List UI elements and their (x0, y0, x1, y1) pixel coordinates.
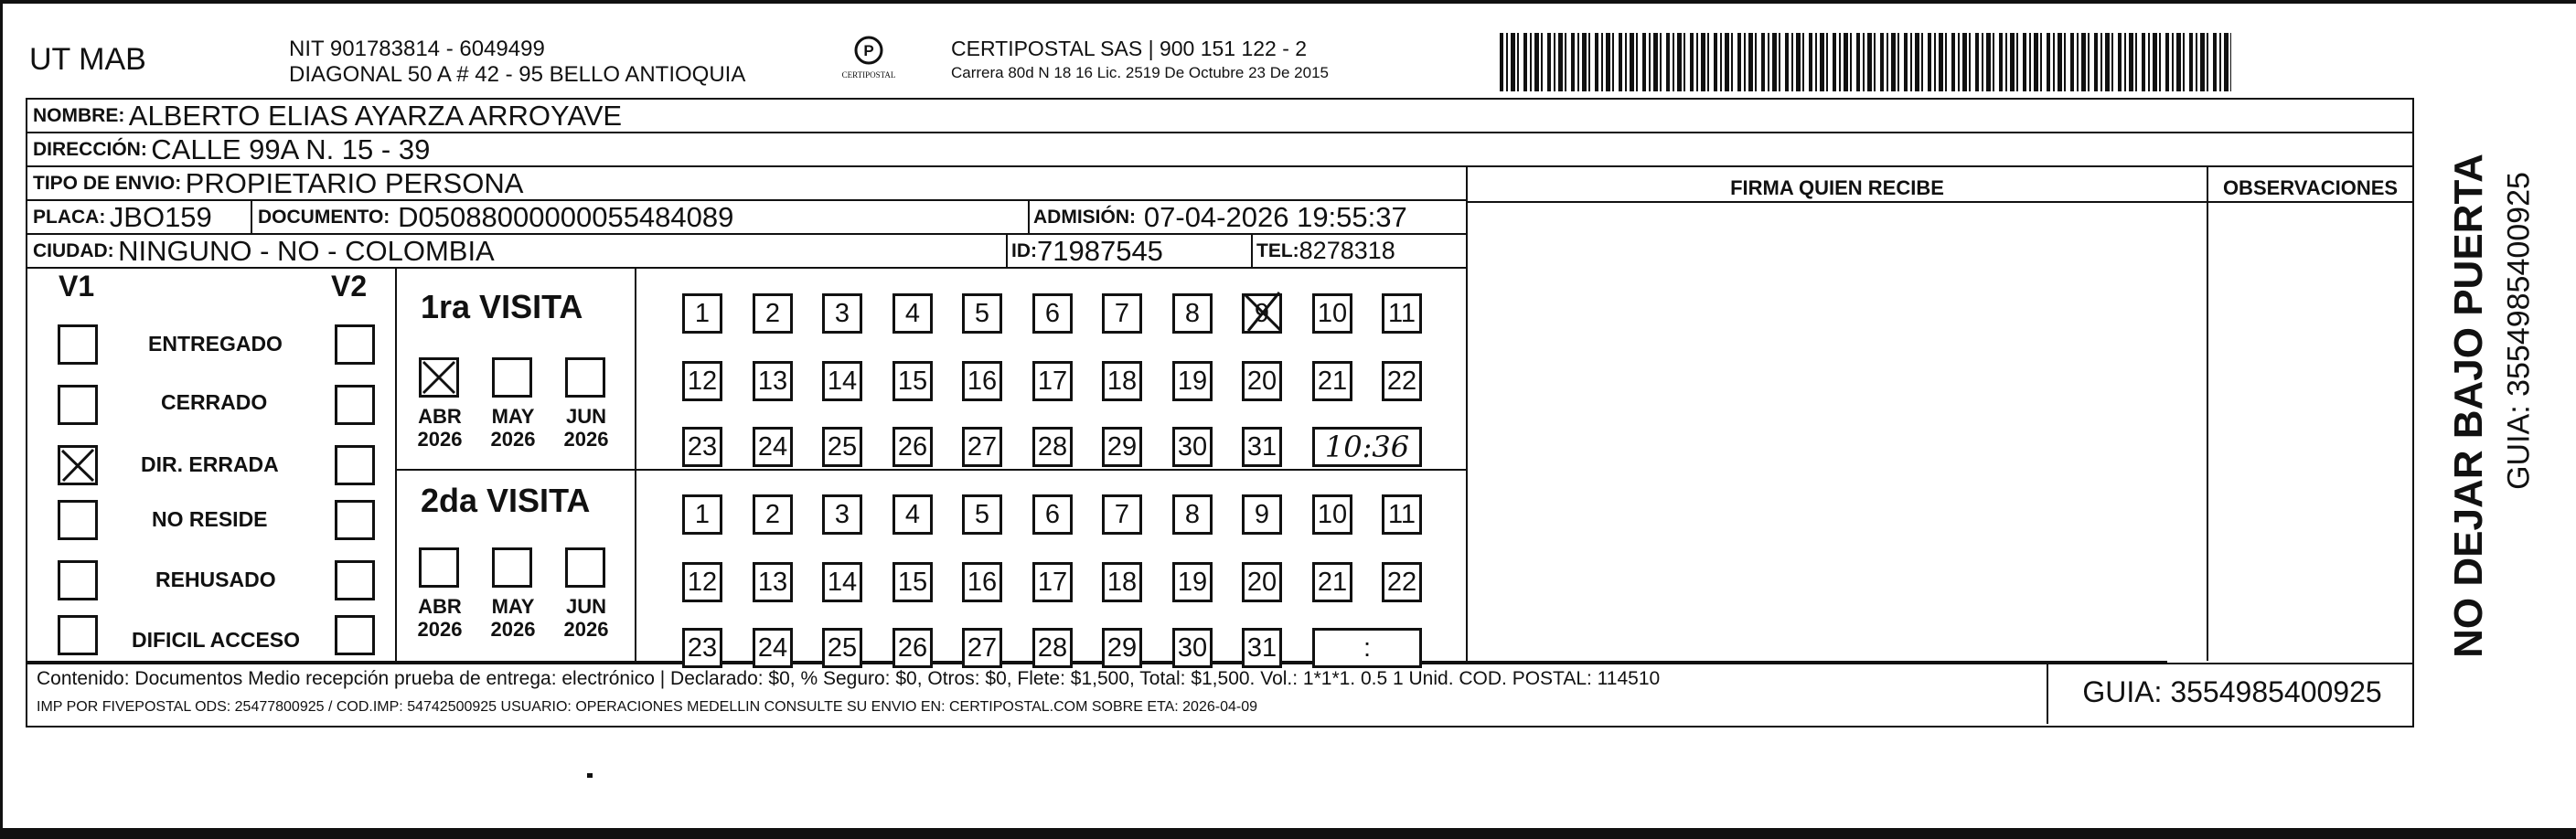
visit2-day-23[interactable] (682, 628, 722, 668)
nombre-label: NOMBRE: (33, 104, 125, 126)
visit2-day-label: 9 (1254, 499, 1270, 529)
visit2-day-label: 20 (1246, 567, 1277, 597)
visit2-day-label: 14 (827, 567, 858, 597)
page-bottom-border (0, 828, 2576, 839)
visit2-day-label: 17 (1037, 567, 1068, 597)
visit1-day-label: 23 (687, 431, 718, 462)
visit2-abr-name: ABR (418, 595, 462, 618)
visit2-day-label: 25 (827, 632, 858, 663)
check-x-icon (60, 448, 95, 483)
v1-label: V1 (59, 270, 95, 303)
visit1-day-label: 25 (827, 431, 858, 462)
v2-check-entregado[interactable] (335, 324, 375, 365)
footer-divider (27, 661, 2167, 663)
visit2-month-jun-box[interactable] (565, 547, 605, 588)
documento-label: DOCUMENTO: (258, 206, 390, 228)
visit1-month-may-label (483, 405, 543, 451)
v1-check-dir-errada[interactable] (58, 445, 98, 485)
placa-cell (33, 201, 212, 233)
visit1-day-19[interactable] (1172, 361, 1213, 401)
visit2-month-jun-label (556, 595, 616, 641)
visit1-day-label: 20 (1246, 366, 1277, 396)
admision-label: ADMISIÓN: (1033, 206, 1136, 228)
tel-label: TEL: (1256, 239, 1299, 261)
visit2-day-label: 15 (897, 567, 928, 597)
visit1-abr-name: ABR (418, 405, 462, 428)
certipostal-logo (832, 35, 905, 86)
visit1-day-label: 2 (764, 298, 781, 328)
status-column-divider (395, 267, 397, 661)
visit2-month-abr-box[interactable] (419, 547, 459, 588)
visit2-day-label: 4 (904, 499, 921, 529)
visit-row-divider (395, 469, 1466, 471)
ciudad-value: NINGUNO - NO - COLOMBIA (118, 234, 495, 267)
visit1-day-26[interactable] (893, 427, 933, 467)
v1-check-cerrado[interactable] (58, 385, 98, 425)
visit1-day-25[interactable] (822, 427, 862, 467)
visit1-day-label: 18 (1106, 366, 1138, 396)
visit2-day-9[interactable] (1242, 494, 1282, 535)
visit2-day-14[interactable] (822, 562, 862, 602)
visit2-day-label: 23 (687, 632, 718, 663)
row-placa (27, 201, 1466, 235)
visit1-day-20[interactable] (1242, 361, 1282, 401)
visit2-day-label: 19 (1177, 567, 1208, 597)
v1-check-rehusado[interactable] (58, 560, 98, 600)
visit1-day-11[interactable] (1382, 293, 1422, 334)
visit1-day-30[interactable] (1172, 427, 1213, 467)
visit1-day-label: 4 (904, 298, 921, 328)
id-label: ID: (1011, 239, 1037, 261)
visit2-may-year: 2026 (490, 618, 536, 641)
visit1-day-label: 16 (967, 366, 998, 396)
v2-label: V2 (331, 270, 368, 303)
admision-value: 07-04-2026 19:55:37 (1143, 200, 1407, 233)
visit2-day-label: 27 (967, 632, 998, 663)
observaciones-divider (2207, 167, 2208, 661)
firma-divider (1466, 167, 1468, 661)
visit2-day-label: 29 (1106, 632, 1138, 663)
carrier-line: CERTIPOSTAL SAS | 900 151 122 - 2 (951, 37, 1308, 60)
visit1-day-12[interactable] (682, 361, 722, 401)
visit2-day-label: 28 (1037, 632, 1068, 663)
visit1-jun-year: 2026 (563, 428, 609, 451)
visit2-day-label: 30 (1177, 632, 1208, 663)
visit2-day-label: 6 (1044, 499, 1061, 529)
footer-line1: Contenido: Documentos Medio recepción prueba de entrega: electrónico | Declarado: $0, % Seguro: $0, Otros: $0, Flete: $1,500, Total: $1,500. Vol.: 1*1*1. 0.5 1 Unid. COD. POSTAL: 114510 (37, 668, 1661, 689)
row-ciudad (27, 235, 1466, 269)
v2-check-dificil-acceso[interactable] (335, 615, 375, 655)
visit1-title: 1ra VISITA (421, 288, 583, 325)
visit1-day-label: 24 (757, 431, 788, 462)
visit1-day-label: 8 (1184, 298, 1201, 328)
footer-line2: IMP POR FIVEPOSTAL ODS: 25477800925 / COD.IMP: 54742500925 USUARIO: OPERACIONES MEDELLIN CONSULTE SU ENVIO EN: CERTIPOSTAL.COM SOBRE ETA: 2026-04-09 (37, 699, 1257, 715)
visit1-month-jun-label (556, 405, 616, 451)
visit2-day-11[interactable] (1382, 494, 1422, 535)
visit2-day-1[interactable] (682, 494, 722, 535)
form-main (26, 98, 2414, 664)
visit1-day-label: 12 (687, 366, 718, 396)
id-divider (1006, 235, 1008, 267)
nit-line: NIT 901783814 - 6049499 (289, 37, 545, 61)
ciudad-cell (33, 235, 495, 267)
visit1-day-label: 3 (834, 298, 850, 328)
visit1-day-17[interactable] (1032, 361, 1073, 401)
status-label-dir-errada: DIR. ERRADA (141, 452, 279, 476)
visit1-day-1[interactable] (682, 293, 722, 334)
visit2-day-label: 5 (974, 499, 990, 529)
page-left-border (0, 0, 3, 839)
visit1-day-22[interactable] (1382, 361, 1422, 401)
visit1-day-9[interactable] (1242, 293, 1282, 334)
visit2-title: 2da VISITA (421, 482, 591, 519)
visit1-day-5[interactable] (962, 293, 1002, 334)
license-line: Carrera 80d N 18 16 Lic. 2519 De Octubre 23 De 2015 (951, 64, 1329, 81)
visit2-day-17[interactable] (1032, 562, 1073, 602)
placa-value: JBO159 (109, 200, 212, 233)
visit1-month-abr-box[interactable] (419, 357, 459, 398)
visit2-month-may-label (483, 595, 543, 641)
tel-value: 8278318 (1299, 237, 1395, 264)
visit2-day-19[interactable] (1172, 562, 1213, 602)
visit2-day-4[interactable] (893, 494, 933, 535)
visit1-day-2[interactable] (753, 293, 793, 334)
v2-check-cerrado[interactable] (335, 385, 375, 425)
v2-check-no-reside[interactable] (335, 500, 375, 540)
id-cell (1011, 235, 1163, 267)
visit1-day-8[interactable] (1172, 293, 1213, 334)
visit1-day-label: 9 (1254, 298, 1270, 328)
check-x-icon (422, 360, 456, 395)
visit1-day-31[interactable] (1242, 427, 1282, 467)
visit2-time-box[interactable] (1312, 628, 1422, 668)
side-guia: GUIA: 3554985400925 (2501, 172, 2537, 490)
visit2-day-21[interactable] (1312, 562, 1352, 602)
visit2-day-label: 26 (897, 632, 928, 663)
nombre-value: ALBERTO ELIAS AYARZA ARROYAVE (128, 99, 623, 132)
visit1-day-label: 22 (1386, 366, 1417, 396)
visit1-day-label: 26 (897, 431, 928, 462)
visit2-day-8[interactable] (1172, 494, 1213, 535)
visit1-day-29[interactable] (1102, 427, 1142, 467)
visit1-day-label: 21 (1317, 366, 1348, 396)
placa-divider (251, 201, 252, 233)
visit1-day-label: 17 (1037, 366, 1068, 396)
day-x-mark-icon (1241, 291, 1285, 335)
row-tipo (27, 167, 1466, 201)
visit2-day-label: 18 (1106, 567, 1138, 597)
visit2-day-31[interactable] (1242, 628, 1282, 668)
visit2-day-29[interactable] (1102, 628, 1142, 668)
visit1-may-year: 2026 (490, 428, 536, 451)
row-nombre (27, 100, 2412, 133)
row-direccion (27, 133, 2412, 167)
v1-check-entregado[interactable] (58, 324, 98, 365)
sender-address: DIAGONAL 50 A # 42 - 95 BELLO ANTIOQUIA (289, 62, 746, 87)
visit1-day-label: 28 (1037, 431, 1068, 462)
visit1-day-label: 10 (1317, 298, 1348, 328)
visit1-day-15[interactable] (893, 361, 933, 401)
v1-check-dificil-acceso[interactable] (58, 615, 98, 655)
visit1-day-7[interactable] (1102, 293, 1142, 334)
svg-text:P: P (863, 42, 874, 59)
visit1-day-3[interactable] (822, 293, 862, 334)
stray-dot (587, 773, 593, 778)
visit2-jun-year: 2026 (563, 618, 609, 641)
admision-cell (1033, 201, 1407, 233)
visit1-day-label: 30 (1177, 431, 1208, 462)
visit1-day-4[interactable] (893, 293, 933, 334)
visit2-day-30[interactable] (1172, 628, 1213, 668)
visit2-day-22[interactable] (1382, 562, 1422, 602)
visit1-day-16[interactable] (962, 361, 1002, 401)
id-value: 71987545 (1037, 234, 1163, 267)
visit1-day-23[interactable] (682, 427, 722, 467)
ciudad-label: CIUDAD: (33, 239, 114, 261)
visit2-day-label: 13 (757, 567, 788, 597)
placa-label: PLACA: (33, 206, 106, 228)
visit2-day-label: 11 (1387, 499, 1416, 529)
visit1-month-jun-box[interactable] (565, 357, 605, 398)
visit2-day-label: 22 (1386, 567, 1417, 597)
visit1-time-value: 10:36 (1324, 430, 1410, 464)
status-label-cerrado: CERRADO (161, 390, 268, 414)
visit1-time-box[interactable] (1312, 427, 1422, 467)
side-notice: NO DEJAR BAJO PUERTA (2446, 154, 2491, 658)
visit2-day-13[interactable] (753, 562, 793, 602)
tipo-value: PROPIETARIO PERSONA (185, 166, 524, 199)
visit2-day-label: 3 (834, 499, 850, 529)
logo-icon (850, 35, 887, 66)
visit1-may-name: MAY (491, 405, 535, 428)
status-label-rehusado: REHUSADO (155, 568, 276, 591)
visit2-day-label: 1 (694, 499, 711, 529)
visit2-day-10[interactable] (1312, 494, 1352, 535)
visit2-time-value: : (1363, 632, 1372, 663)
right-header-line (1466, 201, 2412, 203)
documento-value: D05088000000055484089 (398, 200, 734, 233)
visit1-day-label: 29 (1106, 431, 1138, 462)
visit2-day-label: 21 (1317, 567, 1348, 597)
status-label-entregado: ENTREGADO (148, 332, 283, 356)
visit2-month-may-box[interactable] (492, 547, 532, 588)
visit2-day-2[interactable] (753, 494, 793, 535)
visit2-day-12[interactable] (682, 562, 722, 602)
visit2-day-27[interactable] (962, 628, 1002, 668)
v1-check-no-reside[interactable] (58, 500, 98, 540)
direccion-label: DIRECCIÓN: (33, 138, 147, 160)
admision-divider (1028, 201, 1030, 233)
visit2-day-6[interactable] (1032, 494, 1073, 535)
direccion-value: CALLE 99A N. 15 - 39 (151, 133, 431, 165)
visit1-day-10[interactable] (1312, 293, 1352, 334)
visit1-day-18[interactable] (1102, 361, 1142, 401)
visit2-day-label: 7 (1114, 499, 1130, 529)
firma-header: FIRMA QUIEN RECIBE (1730, 176, 1944, 199)
visit1-day-13[interactable] (753, 361, 793, 401)
visit2-day-label: 24 (757, 632, 788, 663)
visit1-day-label: 27 (967, 431, 998, 462)
visit2-day-25[interactable] (822, 628, 862, 668)
status-label-dificil-acceso: DIFICIL ACCESO (132, 628, 301, 652)
visit2-day-15[interactable] (893, 562, 933, 602)
v2-check-rehusado[interactable] (335, 560, 375, 600)
visit1-day-label: 7 (1114, 298, 1130, 328)
visit1-day-label: 6 (1044, 298, 1061, 328)
visit1-abr-year: 2026 (417, 428, 463, 451)
page-top-border (0, 0, 2576, 4)
visit1-day-label: 11 (1387, 298, 1416, 328)
visit1-day-6[interactable] (1032, 293, 1073, 334)
visit2-abr-year: 2026 (417, 618, 463, 641)
visit2-day-3[interactable] (822, 494, 862, 535)
visit1-day-label: 19 (1177, 366, 1208, 396)
footer-guia-text: GUIA: 3554985400925 (2082, 675, 2382, 708)
visit2-day-18[interactable] (1102, 562, 1142, 602)
visit2-day-label: 10 (1317, 499, 1348, 529)
visit2-month-abr-label (410, 595, 470, 641)
visit2-day-5[interactable] (962, 494, 1002, 535)
footer-box (26, 664, 2414, 727)
company-name: UT MAB (29, 42, 146, 77)
visit1-day-label: 14 (827, 366, 858, 396)
visit2-day-28[interactable] (1032, 628, 1073, 668)
visit1-day-28[interactable] (1032, 427, 1073, 467)
visit1-day-label: 1 (694, 298, 711, 328)
visit1-day-label: 13 (757, 366, 788, 396)
visit2-may-name: MAY (491, 595, 535, 618)
v2-check-dir-errada[interactable] (335, 445, 375, 485)
footer-guia-box (2047, 661, 2416, 724)
observaciones-header: OBSERVACIONES (2222, 176, 2399, 199)
status-label-no-reside: NO RESIDE (152, 507, 268, 531)
visit2-day-20[interactable] (1242, 562, 1282, 602)
barcode (1500, 33, 2231, 91)
visit2-jun-name: JUN (565, 595, 606, 618)
documento-cell (258, 201, 733, 233)
visit2-day-24[interactable] (753, 628, 793, 668)
visit1-day-label: 5 (974, 298, 990, 328)
visit2-day-16[interactable] (962, 562, 1002, 602)
visit2-day-7[interactable] (1102, 494, 1142, 535)
visit1-day-label: 31 (1246, 431, 1277, 462)
visit1-jun-name: JUN (565, 405, 606, 428)
visit2-day-26[interactable] (893, 628, 933, 668)
visit1-day-21[interactable] (1312, 361, 1352, 401)
visit1-day-24[interactable] (753, 427, 793, 467)
visit1-day-14[interactable] (822, 361, 862, 401)
visit2-day-label: 2 (764, 499, 781, 529)
logo-text: CERTIPOSTAL (841, 70, 896, 80)
visit2-day-label: 8 (1184, 499, 1201, 529)
visit2-day-label: 12 (687, 567, 718, 597)
visit2-day-label: 31 (1246, 632, 1277, 663)
tipo-label: TIPO DE ENVIO: (33, 172, 182, 194)
visit1-month-abr-label (410, 405, 470, 451)
tel-divider (1251, 235, 1253, 267)
month-column-divider (635, 267, 636, 661)
tel-cell (1256, 235, 1395, 267)
visit1-day-label: 15 (897, 366, 928, 396)
visit1-day-27[interactable] (962, 427, 1002, 467)
visit1-month-may-box[interactable] (492, 357, 532, 398)
visit2-day-label: 16 (967, 567, 998, 597)
